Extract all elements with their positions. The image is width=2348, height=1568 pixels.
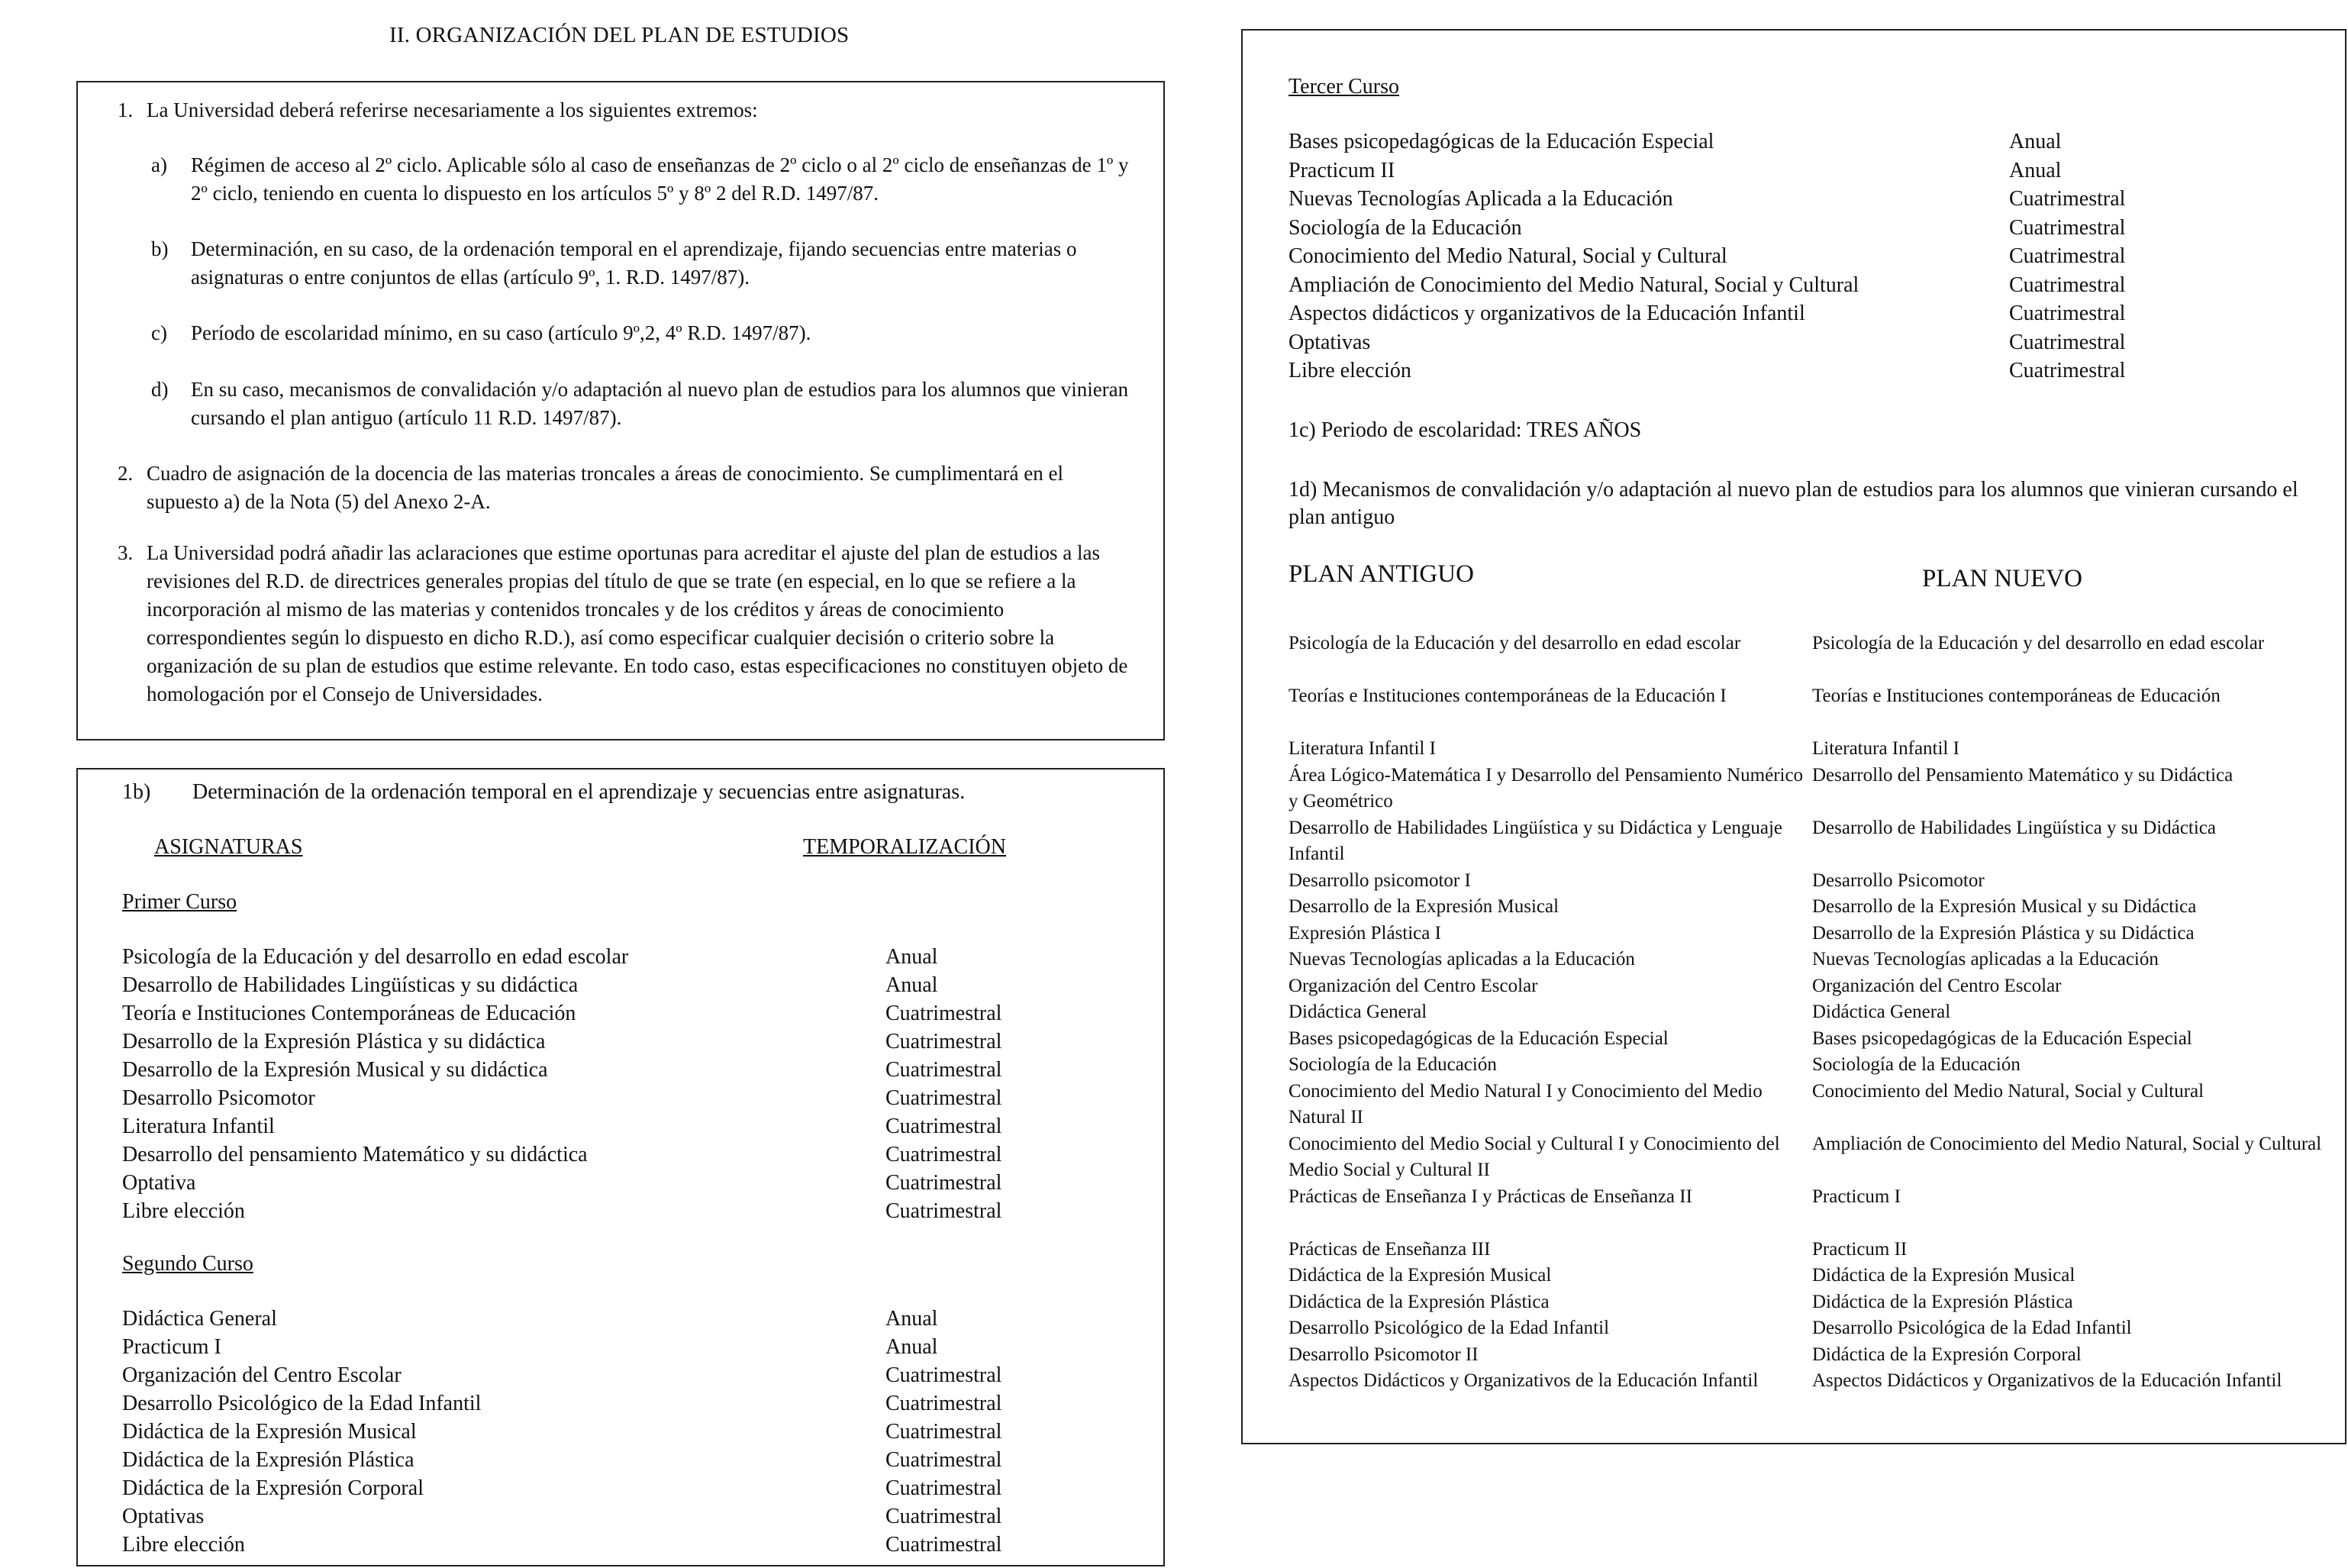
old-plan-subject: Teorías e Instituciones contemporáneas de la Educación I xyxy=(1288,686,1727,706)
subject-period: Cuatrimestral xyxy=(2009,330,2126,354)
old-plan-subject: Prácticas de Enseñanza III xyxy=(1288,1238,1491,1260)
subject-period: Cuatrimestral xyxy=(2009,302,2126,325)
ordering-box xyxy=(76,768,1165,1566)
old-plan-heading: PLAN ANTIGUO xyxy=(1288,560,1474,588)
subject-period: Cuatrimestral xyxy=(2009,215,2126,240)
new-plan-subject: Desarrollo Psicológica de la Edad Infantil xyxy=(1812,1318,2132,1338)
old-plan-subject: Desarrollo de la Expresión Musical xyxy=(1288,896,1559,917)
subject-name: Practicum I xyxy=(122,1335,221,1359)
subject-name: Teoría e Instituciones Contemporáneas de Educación xyxy=(122,1002,576,1025)
instruction-text: La Universidad deberá referirse necesariamente a los siguientes extremos: xyxy=(147,98,758,121)
old-plan-subject: Conocimiento del Medio Natural I y Conocimiento del Medio Natural II xyxy=(1288,1080,1763,1128)
subject-period: Anual xyxy=(885,945,938,969)
old-plan-subject: Didáctica de la Expresión Plástica xyxy=(1288,1291,1550,1312)
section-1b-label: 1b) xyxy=(122,780,151,804)
new-plan-subject: Desarrollo de la Expresión Plástica y su Didáctica xyxy=(1812,922,2195,944)
subject-period: Cuatrimestral xyxy=(885,1171,1002,1195)
sub-letter: b) xyxy=(151,237,169,260)
old-plan-subject: Desarrollo Psicológico de la Edad Infantil xyxy=(1288,1318,1610,1338)
subject-period: Cuatrimestral xyxy=(2009,187,2126,211)
new-plan-subject: Conocimiento del Medio Natural, Social y Cultural xyxy=(1812,1080,2204,1102)
new-plan-subject: Didáctica de la Expresión Corporal xyxy=(1812,1344,2082,1365)
old-plan-subject: Prácticas de Enseñanza I y Prácticas de Enseñanza II xyxy=(1288,1186,1692,1207)
instruction-number: 1. xyxy=(118,98,134,121)
subject-name: Desarrollo del pensamiento Matemático y su didáctica xyxy=(122,1143,588,1166)
course-heading-primer: Primer Curso xyxy=(122,890,237,914)
new-plan-subject: Practicum I xyxy=(1812,1186,1901,1207)
instruction-text: La Universidad podrá añadir las aclaraciones que estime oportunas para acreditar el ajuste del plan de estudios a las revisiones del R.D. de directrices generales propias del título de que se trate (en especial, en lo que se refiere a la incorporación al mismo de las materias y contenidos troncales y de los créditos y áreas de conocimiento correspondientes según lo dispuesto en dicho R.D.), así como especificar cualquier decisión o criterio sobre la organización de su plan de estudios que estime relevante. En todo caso, estas especificaciones no constituyen objeto de homologación por el Consejo de Universidades. xyxy=(147,541,1128,705)
subject-period: Cuatrimestral xyxy=(885,1448,1002,1472)
subject-name: Optativa xyxy=(122,1171,196,1195)
sub-letter: c) xyxy=(151,321,167,344)
subject-name: Didáctica de la Expresión Plástica xyxy=(122,1448,414,1472)
new-plan-subject: Didáctica de la Expresión Plástica xyxy=(1812,1291,2073,1312)
subject-period: Cuatrimestral xyxy=(885,1002,1002,1025)
subject-period: Anual xyxy=(2009,158,2062,182)
subject-period: Cuatrimestral xyxy=(885,1030,1002,1053)
subject-name: Aspectos didácticos y organizativos de la Educación Infantil xyxy=(1288,302,1805,325)
subject-period: Cuatrimestral xyxy=(885,1086,1002,1110)
subject-name: Didáctica de la Expresión Musical xyxy=(122,1420,417,1444)
old-plan-subject: Desarrollo psicomotor I xyxy=(1288,869,1471,891)
column-header-timing: TEMPORALIZACIÓN xyxy=(803,835,1006,859)
subject-period: Cuatrimestral xyxy=(885,1476,1002,1500)
subject-name: Organización del Centro Escolar xyxy=(122,1363,402,1387)
course-heading-segundo: Segundo Curso xyxy=(122,1252,253,1276)
right-box xyxy=(1241,29,2346,1444)
subject-period: Anual xyxy=(885,973,938,997)
subject-period: Anual xyxy=(885,1335,938,1359)
section-1c: 1c) Periodo de escolaridad: TRES AÑOS xyxy=(1288,418,1642,442)
subject-name: Didáctica General xyxy=(122,1307,277,1331)
new-plan-subject: Desarrollo Psicomotor xyxy=(1812,869,1985,891)
instructions-box xyxy=(76,81,1165,740)
subject-name: Desarrollo de la Expresión Plástica y su didáctica xyxy=(122,1030,546,1053)
subject-name: Desarrollo Psicológico de la Edad Infantil xyxy=(122,1392,482,1415)
subject-period: Cuatrimestral xyxy=(885,1143,1002,1166)
subject-period: Anual xyxy=(885,1307,938,1331)
old-plan-subject: Aspectos Didácticos y Organizativos de la Educación Infantil xyxy=(1288,1370,1759,1391)
new-plan-subject: Didáctica General xyxy=(1812,1002,1951,1022)
new-plan-subject: Sociología de la Educación xyxy=(1812,1054,2021,1075)
old-plan-subject: Psicología de la Educación y del desarrollo en edad escolar xyxy=(1288,633,1741,653)
sub-text: Régimen de acceso al 2º ciclo. Aplicable sólo al caso de enseñanzas de 2º ciclo o al 2º ciclo de enseñanzas de 1º y 2º ciclo, teniendo en cuenta lo dispuesto en los artículos 5º y 8º 2 del R.D. 1497/87. xyxy=(191,153,1129,205)
old-plan-subject: Literatura Infantil I xyxy=(1288,738,1436,759)
sub-text: En su caso, mecanismos de convalidación y/o adaptación al nuevo plan de estudios para los alumnos que vinieran cursando el plan antiguo (artículo 11 R.D. 1497/87). xyxy=(191,378,1129,429)
new-plan-subject: Desarrollo de la Expresión Musical y su Didáctica xyxy=(1812,896,2197,917)
old-plan-subject: Sociología de la Educación xyxy=(1288,1054,1497,1075)
instruction-number: 3. xyxy=(118,541,134,564)
subject-name: Didáctica de la Expresión Corporal xyxy=(122,1476,424,1500)
sub-text: Período de escolaridad mínimo, en su caso (artículo 9º,2, 4º R.D. 1497/87). xyxy=(191,321,811,344)
subject-name: Libre elección xyxy=(122,1199,245,1223)
new-plan-subject: Didáctica de la Expresión Musical xyxy=(1812,1265,2075,1286)
old-plan-subject: Conocimiento del Medio Social y Cultural I y Conocimiento del Medio Social y Cultural II xyxy=(1288,1133,1780,1180)
instruction-text: Cuadro de asignación de la docencia de las materias troncales a áreas de conocimiento. Se cumplimentará en el supuesto a) de la Nota (5) del Anexo 2-A. xyxy=(147,462,1063,513)
subject-period: Anual xyxy=(2009,130,2062,153)
subject-name: Nuevas Tecnologías Aplicada a la Educación xyxy=(1288,187,1673,211)
new-plan-subject: Bases psicopedagógicas de la Educación Especial xyxy=(1812,1028,2192,1049)
old-plan-subject: Bases psicopedagógicas de la Educación Especial xyxy=(1288,1028,1669,1049)
subject-name: Desarrollo de la Expresión Musical y su didáctica xyxy=(122,1058,548,1082)
new-plan-subject: Literatura Infantil I xyxy=(1812,738,1959,759)
old-plan-subject: Expresión Plástica I xyxy=(1288,922,1441,944)
subject-name: Practicum II xyxy=(1288,158,1395,182)
new-plan-subject: Ampliación de Conocimiento del Medio Natural, Social y Cultural xyxy=(1812,1133,2322,1154)
sub-text: Determinación, en su caso, de la ordenación temporal en el aprendizaje, fijando secuencias entre materias o asignaturas o entre conjuntos de ellas (artículo 9º, 1. R.D. 1497/87). xyxy=(191,237,1077,289)
sub-letter: d) xyxy=(151,378,169,401)
subject-name: Optativas xyxy=(122,1505,205,1528)
subject-period: Cuatrimestral xyxy=(885,1420,1002,1444)
subject-name: Conocimiento del Medio Natural, Social y Cultural xyxy=(1288,244,1727,268)
subject-name: Libre elección xyxy=(1288,359,1411,382)
subject-name: Desarrollo Psicomotor xyxy=(122,1086,315,1110)
section-1b-title: Determinación de la ordenación temporal en el aprendizaje y secuencias entre asignaturas. xyxy=(192,780,966,804)
new-plan-subject: Practicum II xyxy=(1812,1238,1908,1260)
old-plan-subject: Nuevas Tecnologías aplicadas a la Educación xyxy=(1288,949,1635,970)
old-plan-subject: Didáctica General xyxy=(1288,1002,1427,1022)
subject-period: Cuatrimestral xyxy=(885,1392,1002,1415)
subject-name: Literatura Infantil xyxy=(122,1115,275,1138)
subject-name: Bases psicopedagógicas de la Educación Especial xyxy=(1288,130,1714,153)
subject-period: Cuatrimestral xyxy=(885,1058,1002,1082)
old-plan-subject: Organización del Centro Escolar xyxy=(1288,975,1538,996)
new-plan-subject: Desarrollo del Pensamiento Matemático y su Didáctica xyxy=(1812,764,2234,786)
page-title: II. ORGANIZACIÓN DEL PLAN DE ESTUDIOS xyxy=(389,23,850,47)
subject-period: Cuatrimestral xyxy=(885,1533,1002,1557)
subject-period: Cuatrimestral xyxy=(885,1199,1002,1223)
course-heading-tercer: Tercer Curso xyxy=(1288,75,1399,98)
old-plan-subject: Desarrollo de Habilidades Lingüística y su Didáctica y Lenguaje Infantil xyxy=(1288,817,1783,864)
subject-name: Desarrollo de Habilidades Lingüísticas y su didáctica xyxy=(122,973,579,997)
new-plan-subject: Nuevas Tecnologías aplicadas a la Educación xyxy=(1812,949,2159,970)
old-plan-subject: Didáctica de la Expresión Musical xyxy=(1288,1265,1552,1286)
subject-period: Cuatrimestral xyxy=(2009,244,2126,268)
subject-name: Sociología de la Educación xyxy=(1288,215,1522,240)
subject-period: Cuatrimestral xyxy=(2009,359,2126,382)
sub-letter: a) xyxy=(151,153,167,176)
old-plan-subject: Área Lógico-Matemática I y Desarrollo del Pensamiento Numérico y Geométrico xyxy=(1288,764,1804,811)
subject-period: Cuatrimestral xyxy=(2009,273,2126,297)
subject-period: Cuatrimestral xyxy=(885,1363,1002,1387)
new-plan-subject: Aspectos Didácticos y Organizativos de la Educación Infantil xyxy=(1812,1370,2282,1391)
old-plan-subject: Desarrollo Psicomotor II xyxy=(1288,1344,1479,1365)
subject-name: Optativas xyxy=(1288,330,1371,354)
new-plan-subject: Psicología de la Educación y del desarrollo en edad escolar xyxy=(1812,633,2265,653)
new-plan-subject: Teorías e Instituciones contemporáneas de Educación xyxy=(1812,686,2221,706)
subject-name: Ampliación de Conocimiento del Medio Natural, Social y Cultural xyxy=(1288,273,1859,297)
subject-period: Cuatrimestral xyxy=(885,1115,1002,1138)
column-header-subjects: ASIGNATURAS xyxy=(154,835,303,859)
subject-period: Cuatrimestral xyxy=(885,1505,1002,1528)
subject-name: Libre elección xyxy=(122,1533,245,1557)
new-plan-heading: PLAN NUEVO xyxy=(1922,565,2082,592)
section-1d: 1d) Mecanismos de convalidación y/o adaptación al nuevo plan de estudios para los alumnos que vinieran cursando el plan antiguo xyxy=(1288,478,2298,529)
subject-name: Psicología de la Educación y del desarrollo en edad escolar xyxy=(122,945,629,969)
new-plan-subject: Organización del Centro Escolar xyxy=(1812,975,2062,996)
instruction-number: 2. xyxy=(118,462,134,485)
new-plan-subject: Desarrollo de Habilidades Lingüística y su Didáctica xyxy=(1812,817,2217,838)
